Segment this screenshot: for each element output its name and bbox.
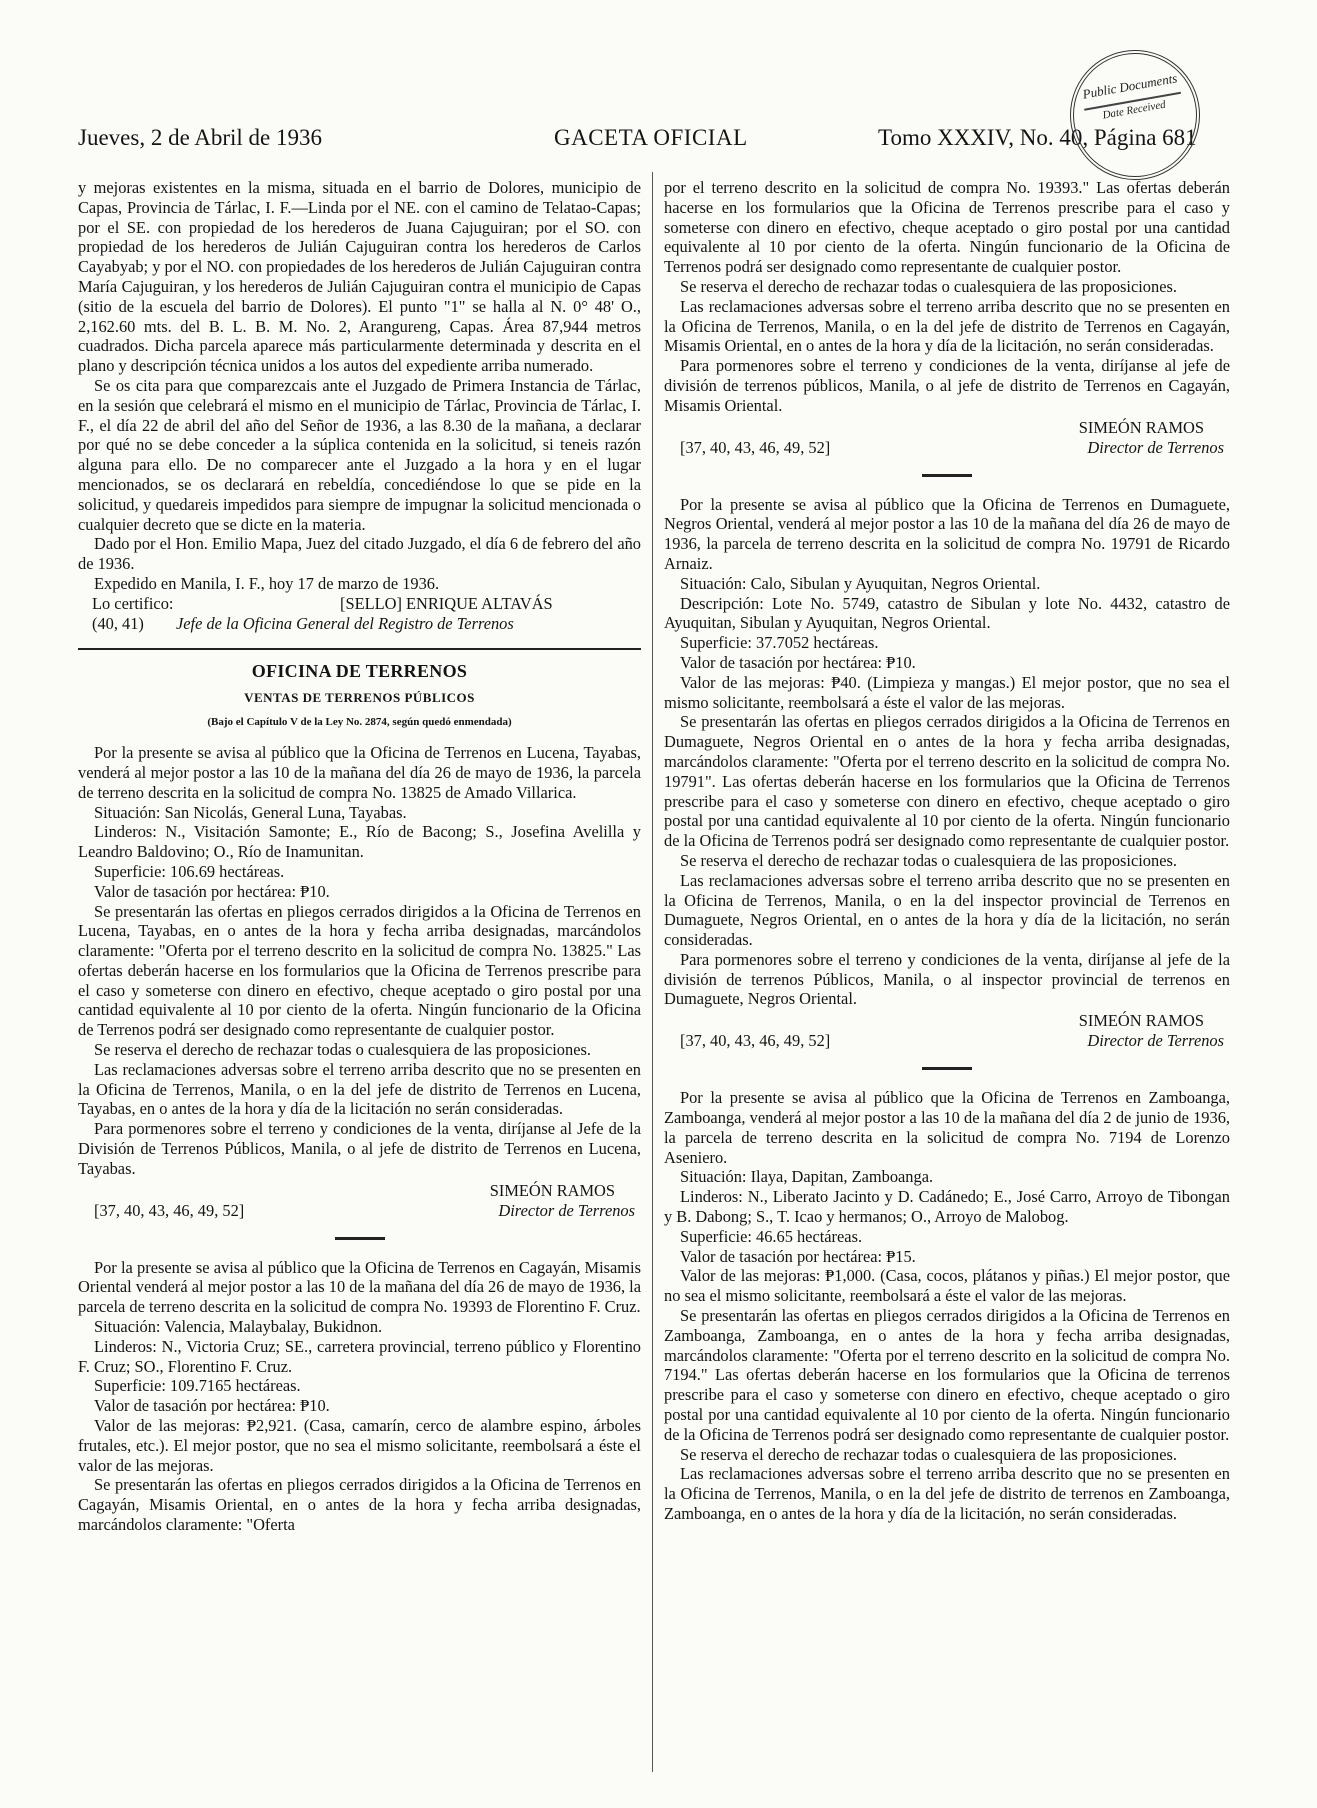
notice-paragraph: Linderos: N., Visitación Samonte; E., Río de Bacong; S., Josefina Avelilla y Leandro Baldovino; O., Río de Inamunitan. — [78, 822, 641, 862]
paragraph: Se reserva el derecho de rechazar todas o cualesquiera de las proposiciones. — [680, 276, 1177, 296]
signature-block — [78, 1181, 641, 1223]
notice-paragraph: Las reclamaciones adversas sobre el terreno arriba descrito que no se presenten en la Oficina de Terrenos, Manila, o en la del inspector provincial de Terrenos en Dumaguete, Negros Oriental, en o antes de la hora y día de la licitación, no serán consideradas. — [664, 870, 1230, 950]
header-volume: Tomo XXXIV, No. 40, Página 681 — [878, 125, 1197, 150]
notice-paragraph: Se reserva el derecho de rechazar todas o cualesquiera de las proposiciones. — [680, 1444, 1177, 1464]
notice-paragraph: Se presentarán las ofertas en pliegos cerrados dirigidos a la Oficina de Terrenos en Cagayán, Misamis Oriental, en o antes de la hora y fecha arriba designadas, marcándolos claramente: "Oferta — [78, 1475, 641, 1535]
paragraph: Las reclamaciones adversas sobre el terreno arriba descrito que no se presenten en la Oficina de Terrenos, Manila, o en la del jefe de distrito de Terrenos en Cagayán, Misamis Oriental, en o antes de la hora y día de la licitación, no serán consideradas. — [664, 296, 1230, 356]
cert-title: Jefe de la Oficina General del Registro de Terrenos — [176, 613, 514, 633]
cert-name: [SELLO] ENRIQUE ALTAVÁS — [340, 593, 553, 613]
notice-paragraph: Por la presente se avisa al público que la Oficina de Terrenos en Zamboanga, Zamboanga, venderá al mejor postor a las 10 de la mañana del día 2 de junio de 1936, la parcela de terreno descrita en la solicitud de compra No. 7194 de Lorenzo Aseniero. — [664, 1088, 1230, 1167]
notice-paragraph: Las reclamaciones adversas sobre el terreno arriba descrito que no se presenten en la Oficina de Terrenos, Manila, o en la del jefe de distrito de Terrenos en Lucena, Tayabas, en o antes de la hora y día de la licitación no serán consideradas. — [78, 1059, 641, 1119]
notice-paragraph: Linderos: N., Liberato Jacinto y D. Cadánedo; E., José Carro, Arroyo de Tibongan y B. Dabong; S., T. Icao y hermanos; O., Arroyo de Malobog. — [664, 1187, 1230, 1227]
notice-paragraph: Se presentarán las ofertas en pliegos cerrados dirigidos a la Oficina de Terrenos en Lucena, Tayabas, en o antes de la hora y fecha arriba designadas, marcándolos claramente: "Oferta por el terreno descrito en la solicitud de compra No. 13825." Las ofertas deberán hacerse en los formularios que la Oficina de Terrenos prescribe para el caso y someterse con dinero en efectivo, cheque aceptado o giro postal por una cantidad equivalente al 10 por ciento de la oferta. Ningún funcionario de la Oficina de Terrenos podrá ser designado como representante de cualquier postor. — [78, 901, 641, 1040]
notice-paragraph: Valor de tasación por hectárea: ₱10. — [94, 1396, 330, 1416]
notice-paragraph: Se presentarán las ofertas en pliegos cerrados dirigidos a la Oficina de Terrenos en Dumaguete, Negros Oriental en o antes de la hora y fecha arriba designadas, marcándolos claramente: "Oferta por el terreno descrito en la solicitud de compra No. 19791". Las ofertas deberán hacerse en los formularios que la Oficina de Terrenos prescribe para el caso y someterse con dinero en efectivo, cheque aceptado o giro postal por una cantidad equivalente al 10 por ciento de la oferta. Ningún funcionario de la Oficina de Terrenos podrá ser designado como representante de cualquier postor. — [664, 712, 1230, 851]
signature-name: SIMEÓN RAMOS — [489, 1180, 615, 1200]
header-date: Jueves, 2 de Abril de 1936 — [78, 125, 323, 150]
notice-separator — [335, 1237, 385, 1240]
notice-paragraph: Para pormenores sobre el terreno y condiciones de la venta, diríjanse al jefe de la división de terrenos Públicos, Manila, o al inspector provincial de terrenos en Dumaguete, Negros Oriental. — [664, 949, 1230, 1009]
notice-paragraph: Se presentarán las ofertas en pliegos cerrados dirigidos a la Oficina de Terrenos en Zamboanga, Zamboanga, en o antes de la hora y fecha arriba designadas, marcándolos claramente: "Oferta por el terreno descrito en la solicitud de compra No. 7194." Las ofertas deberán hacerse en los formularios que la Oficina de terrenos prescribe para el caso y someterse con dinero en efectivo, cheque aceptado o giro postal por una cantidad equivalente al 10 por ciento de la oferta. Ningún funcionario de la Oficina de Terrenos podrá ser designado como representante de cualquier postor. — [664, 1306, 1230, 1444]
notice-paragraph: Situación: Calo, Sibulan y Ayuquitan, Negros Oriental. — [680, 573, 1041, 593]
signature-name: SIMEÓN RAMOS — [1078, 417, 1204, 437]
notice-paragraph: Situación: Valencia, Malaybalay, Bukidnon. — [94, 1317, 383, 1337]
notice-paragraph: Por la presente se avisa al público que la Oficina de Terrenos en Cagayán, Misamis Oriental venderá al mejor postor a las 10 de la mañana del día 26 de mayo de 1936, la parcela de terreno descrita en la solicitud de compra No. 19393 de Florentino F. Cruz. — [78, 1257, 642, 1317]
page-header — [78, 125, 1228, 165]
certification — [78, 594, 641, 634]
section-divider — [78, 648, 641, 650]
signature-title: Director de Terrenos — [498, 1200, 635, 1220]
notice-paragraph: Valor de las mejoras: ₱40. (Limpieza y mangas.) El mejor postor, que no sea el mismo solicitante, reembolsará a éste el valor de las mejoras. — [664, 672, 1230, 712]
notice-paragraph: Valor de tasación por hectárea: ₱10. — [94, 881, 330, 901]
notice-paragraph: Valor de tasación por hectárea: ₱10. — [680, 652, 916, 672]
notice-paragraph: Se reserva el derecho de rechazar todas o cualesquiera de las proposiciones. — [680, 850, 1177, 870]
notice-paragraph: Las reclamaciones adversas sobre el terreno arriba descrito que no se presenten en la Oficina de Terrenos, Manila, o en la del jefe de distrito de terrenos en Zamboanga, Zamboanga, en o antes de la hora y día de la licitación, no serán consideradas. — [664, 1464, 1230, 1524]
notice-paragraph: Descripción: Lote No. 5749, catastro de Sibulan y lote No. 4432, catastro de Ayuquitan, Sibulan y Ayuquitan, Negros Oriental. — [664, 593, 1230, 633]
section-note: (Bajo el Capítulo V de la Ley No. 2874, según quedó enmendada) — [207, 716, 512, 729]
notice-paragraph: Superficie: 46.65 hectáreas. — [680, 1226, 863, 1246]
cert-label: Lo certifico: — [92, 593, 174, 613]
notice-paragraph: Superficie: 37.7052 hectáreas. — [680, 633, 879, 653]
signature-name: SIMEÓN RAMOS — [1078, 1011, 1204, 1031]
paragraph: por el terreno descrito en la solicitud de compra No. 19393." Las ofertas deberán hacerse en los formularios que la Oficina de Terrenos prescribe para el caso y someterse con dinero en efectivo, cheque aceptado o giro postal por una cantidad equivalente al 10 por ciento de la oferta. Ningún funcionario de la Oficina de Terrenos podrá ser designado como representante de cualquier postor. — [664, 178, 1230, 277]
signature-ref: [37, 40, 43, 46, 49, 52] — [680, 1031, 831, 1051]
received-stamp — [1060, 40, 1211, 191]
notice-paragraph: Valor de las mejoras: ₱2,921. (Casa, camarín, cerco de alambre espino, árboles frutales, etc.). El mejor postor, que no sea el mismo solicitante, reembolsará a éste el valor de las mejoras. — [78, 1416, 641, 1475]
notice-separator — [922, 474, 972, 477]
section-subtitle: VENTAS DE TERRENOS PÚBLICOS — [244, 689, 475, 705]
stamp-bottom-text: Date Received — [1084, 92, 1183, 125]
signature-title: Director de Terrenos — [1087, 437, 1224, 457]
notice-paragraph: Valor de tasación por hectárea: ₱15. — [680, 1246, 916, 1266]
notice-paragraph: Superficie: 106.69 hectáreas. — [94, 861, 285, 881]
cert-ref: (40, 41) — [92, 613, 144, 633]
left-column — [78, 178, 641, 1535]
notice-paragraph: Para pormenores sobre el terreno y condiciones de la venta, diríjanse al Jefe de la División de Terrenos Públicos, Manila, o al jefe de distrito de Terrenos en Lucena, Tayabas. — [78, 1119, 641, 1178]
paragraph: y mejoras existentes en la misma, situada en el barrio de Dolores, municipio de Capas, Provincia de Tárlac, I. F.—Linda por el NE. con el camino de Telatao-Capas; por el SE. con propiedad de los herederos de Juana Cajuguiran; por el SO. con propiedad de los herederos de Julián Cajuguiran contra los herederos de Carlos Cayabyab; y por el NO. con propiedades de los herederos de Julián Cajuguiran contra María Cajuguiran, y los herederos de Julián Cajuguiran contra el municipio de Capas (sitio de la escuela del barrio de Dolores). El punto "1" se halla al N. 0° 48' O., 2,162.60 mts. del B. L. B. M. No. 2, Arangureng, Capas. Área 87,944 metros cuadrados. Dicha parcela aparece más particularmente determinada y descrita en el plano y descripción técnica unidos a los autos del expediente arriba numerado. — [78, 178, 641, 376]
section-title: OFICINA DE TERRENOS — [251, 660, 468, 681]
notice-paragraph: Situación: Ilaya, Dapitan, Zamboanga. — [680, 1167, 934, 1187]
notice-paragraph: Situación: San Nicolás, General Luna, Tayabas. — [94, 802, 407, 822]
signature-ref: [37, 40, 43, 46, 49, 52] — [680, 437, 831, 457]
signature-block — [664, 418, 1230, 460]
notice-separator — [922, 1067, 972, 1070]
stamp-top-text: Public Documents — [1081, 70, 1179, 102]
notice-paragraph: Por la presente se avisa al público que la Oficina de Terrenos en Lucena, Tayabas, venderá al mejor postor a las 10 de la mañana del día 26 de mayo de 1936, la parcela de terreno descrita en la solicitud de compra No. 13825 de Amado Villarica. — [78, 743, 641, 802]
signature-ref: [37, 40, 43, 46, 49, 52] — [94, 1200, 245, 1220]
paragraph: Se os cita para que comparezcais ante el Juzgado de Primera Instancia de Tárlac, en la sesión que celebrará el mismo en el municipio de Tárlac, Provincia de Tárlac, I. F., el día 22 de abril del año del Señor de 1936, a las 8.30 de la mañana, a declarar por qué no se debe conceder a la súplica contenida en la solicitud, si teneis razón alguna para ello. De no comparecer ante el Juzgado a la hora y en el lugar mencionados, se os declarará en rebeldía, concediéndose lo que se pide en la solicitud, y quedareis impedidos para siempre de impugnar la solicitud mencionada o cualquier decreto que se dicte en la materia. — [78, 375, 641, 534]
signature-block — [664, 1011, 1230, 1053]
paragraph: Expedido en Manila, I. F., hoy 17 de marzo de 1936. — [94, 573, 440, 593]
notice-paragraph: Por la presente se avisa al público que la Oficina de Terrenos en Dumaguete, Negros Oriental, venderá al mejor postor a las 10 de la mañana del día 26 de mayo de 1936, la parcela de terreno descrita en la solicitud de compra No. 19791 de Ricardo Arnaiz. — [664, 494, 1230, 573]
right-column — [664, 178, 1230, 1524]
paragraph: Dado por el Hon. Emilio Mapa, Juez del citado Juzgado, el día 6 de febrero del año de 1936. — [78, 534, 641, 574]
notice-paragraph: Se reserva el derecho de rechazar todas o cualesquiera de las proposiciones. — [94, 1040, 591, 1060]
paragraph: Para pormenores sobre el terreno y condiciones de la venta, diríjanse al jefe de división de terrenos públicos, Manila, o al jefe de distrito de Terrenos en Cagayán, Misamis Oriental. — [664, 356, 1230, 415]
notice-paragraph: Valor de las mejoras: ₱1,000. (Casa, cocos, plátanos y piñas.) El mejor postor, que no sea el mismo solicitante, reembolsará a éste el valor de las mejoras. — [664, 1266, 1230, 1306]
column-divider — [652, 172, 653, 1772]
notice-paragraph: Linderos: N., Victoria Cruz; SE., carretera provincial, terreno público y Florentino F. Cruz; SO., Florentino F. Cruz. — [78, 1336, 641, 1376]
header-title: GACETA OFICIAL — [554, 125, 748, 150]
notice-paragraph: Superficie: 109.7165 hectáreas. — [94, 1376, 301, 1396]
signature-title: Director de Terrenos — [1087, 1031, 1224, 1051]
